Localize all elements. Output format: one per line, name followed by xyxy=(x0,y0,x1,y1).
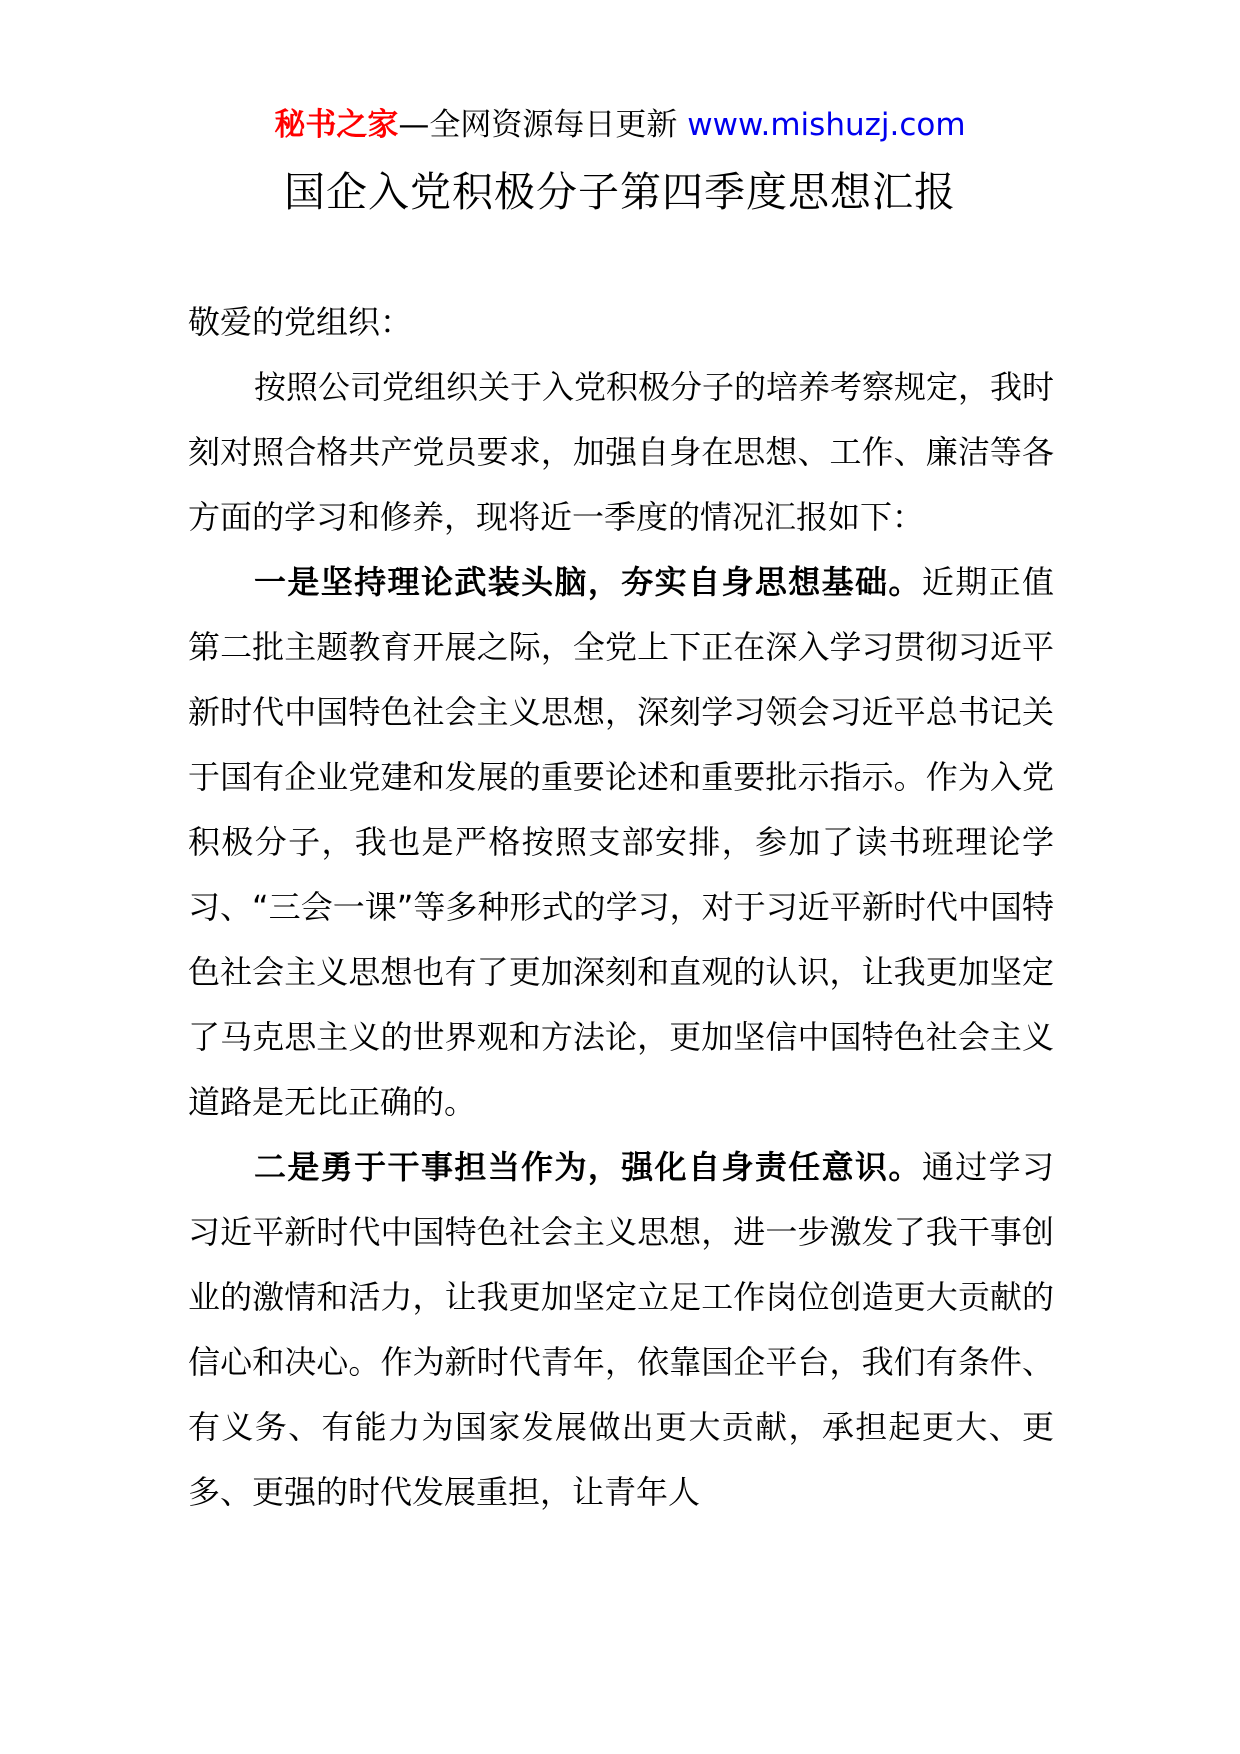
document-title: 国企入党积极分子第四季度思想汇报 xyxy=(284,168,956,216)
header-slogan: —全网资源每日更新 xyxy=(398,107,688,143)
paragraph-text: 通过学习习近平新时代中国特色社会主义思想，进一步激发了我干事创业的激情和活力，让我更加坚定立足工作岗位创造更大贡献的信心和决心。作为新时代青年，依靠国企平台，我们有条件、有义务、有能力为国家发展做出更大贡献，承担起更大、更多、更强的时代发展重担，让青年人 xyxy=(188,1148,1054,1511)
paragraph-3 xyxy=(188,1135,1054,1525)
paragraph-lead: 一是坚持理论武装头脑，夯实自身思想基础。 xyxy=(254,563,922,601)
paragraph-1 xyxy=(188,355,1054,550)
site-url-link[interactable]: www.mishuzj.com xyxy=(687,107,966,143)
brand-name: 秘书之家 xyxy=(274,107,399,143)
paragraph-text: 近期正值第二批主题教育开展之际，全党上下正在深入学习贯彻习近平新时代中国特色社会主义思想，深刻学习领会习近平总书记关于国有企业党建和发展的重要论述和重要批示指示。作为入党积极分子，我也是严格按照支部安排，参加了读书班理论学习、“三会一课”等多种形式的学习，对于习近平新时代中国特色社会主义思想也有了更加深刻和直观的认识，让我更加坚定了马克思主义的世界观和方法论，更加坚信中国特色社会主义道路是无比正确的。 xyxy=(188,563,1054,1121)
paragraph-text: 按照公司党组织关于入党积极分子的培养考察规定，我时刻对照合格共产党员要求，加强自身在思想、工作、廉洁等各方面的学习和修养，现将近一季度的情况汇报如下： xyxy=(188,368,1055,536)
document-body xyxy=(188,290,1054,1525)
salutation: 敬爱的党组织： xyxy=(188,303,413,341)
paragraph-lead: 二是勇于干事担当作为，强化自身责任意识。 xyxy=(254,1148,922,1186)
site-header xyxy=(0,100,1240,150)
paragraph-2 xyxy=(188,550,1054,1135)
